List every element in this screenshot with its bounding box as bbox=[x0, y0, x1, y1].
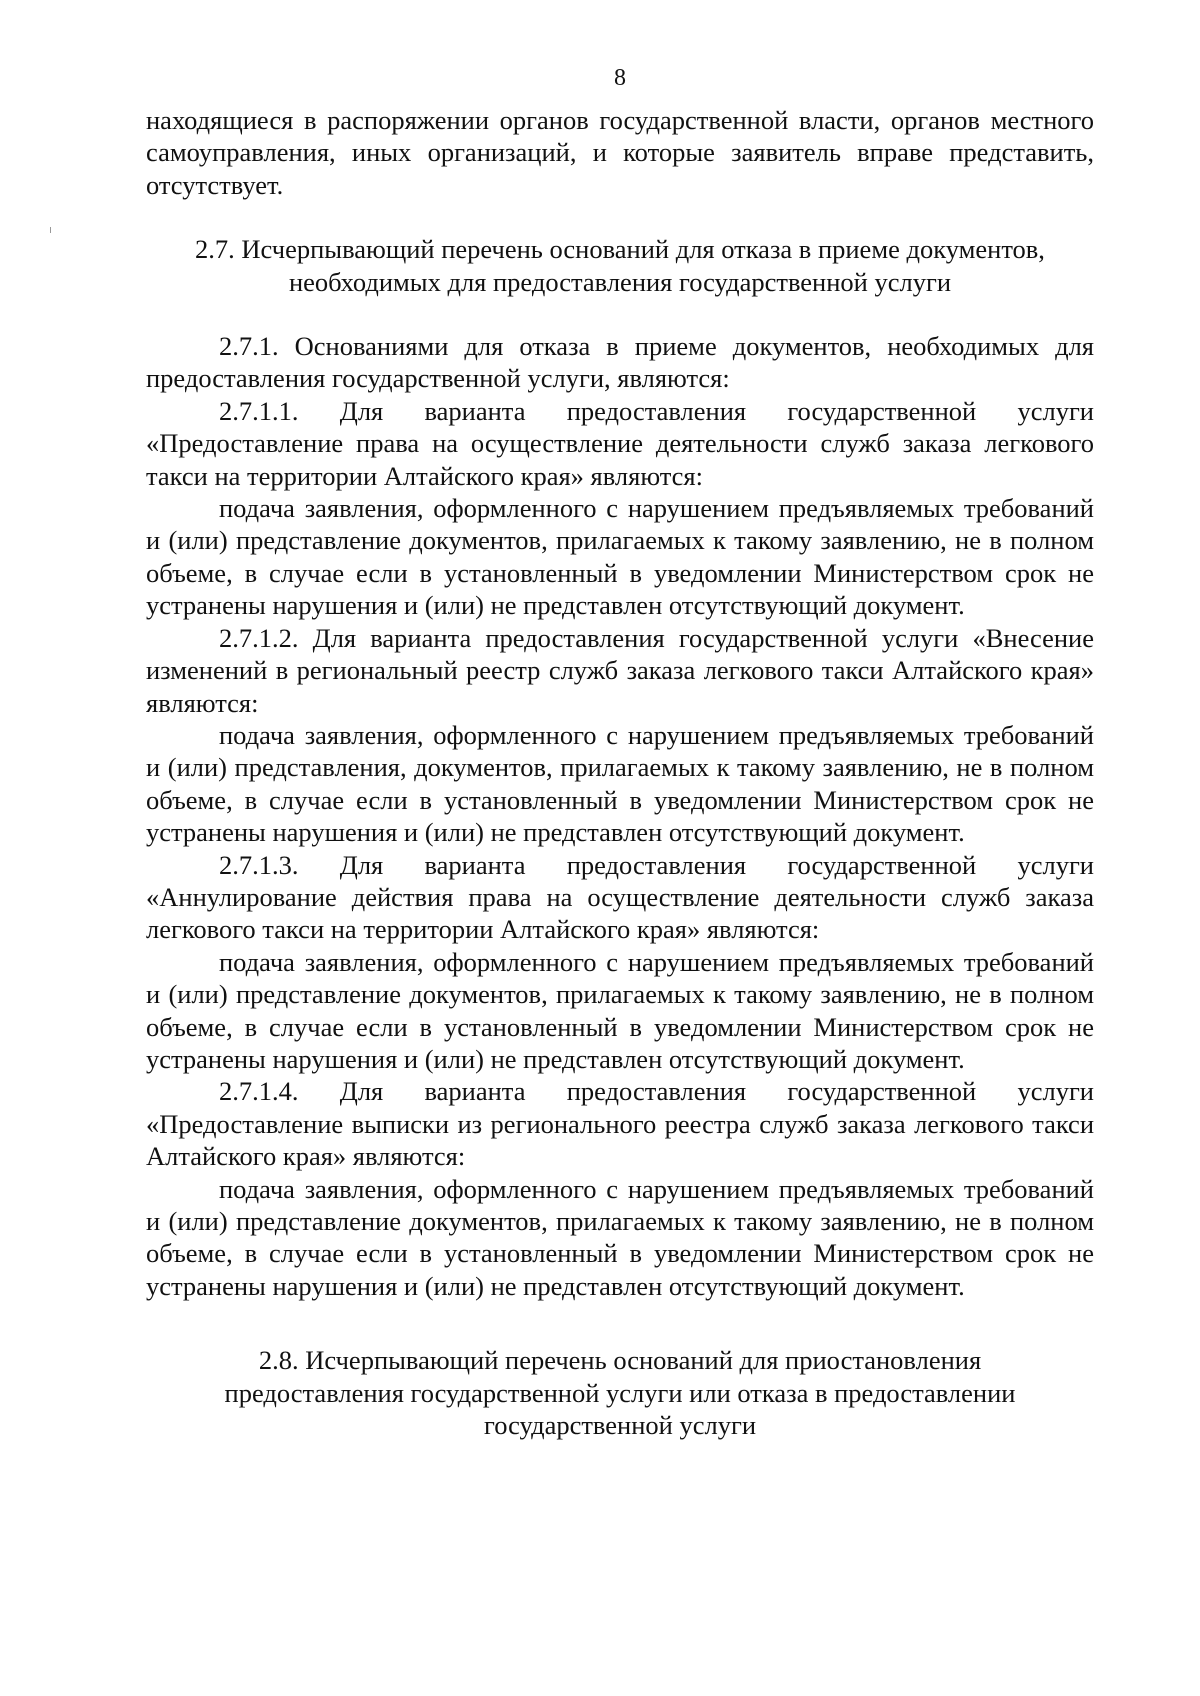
paragraph-2-7-1-4: 2.7.1.4. Для варианта предоставления государственной услуги «Предоставление выписки из регионального реестра служб заказа легкового такси Алтайского края» являются: bbox=[146, 1076, 1094, 1172]
section-2-7-heading-line-1: 2.7. Исчерпывающий перечень оснований для отказа в приеме документов, bbox=[195, 234, 1045, 265]
section-2-7-heading-line-2: необходимых для предоставления государственной услуги bbox=[288, 266, 952, 297]
section-2-8-heading bbox=[190, 1344, 1050, 1441]
paragraph-2-7-1-1: 2.7.1.1. Для варианта предоставления государственной услуги «Предоставление права на осуществление деятельности служб заказа легкового такси на территории Алтайского края» являются: bbox=[146, 395, 1094, 491]
paragraph-2-7-1-3-text: подача заявления, оформленного с нарушением предъявляемых требований и (или) представление документов, прилагаемых к такому заявлению, не в полном объеме, в случае если в установленный в уведомлении Министерством срок не устранены нарушения и (или) не представлен отсутствующий документ. bbox=[146, 946, 1094, 1074]
paragraph-2-7-1-4-text: подача заявления, оформленного с нарушением предъявляемых требований и (или) представление документов, прилагаемых к такому заявлению, не в полном объеме, в случае если в установленный в уведомлении Министерством срок не устранены нарушения и (или) не представлен отсутствующий документ. bbox=[146, 1173, 1094, 1301]
document-page bbox=[146, 58, 1094, 1441]
paragraph-2-7-1: 2.7.1. Основаниями для отказа в приеме документов, необходимых для предоставления государственной услуги, являются: bbox=[146, 331, 1094, 394]
section-2-8-heading-line-2: предоставления государственной услуги или отказа в предоставлении bbox=[224, 1377, 1016, 1408]
intro-paragraph: находящиеся в распоряжении органов государственной власти, органов местного самоуправления, иных организаций, и которые заявитель вправе представить, отсутствует. bbox=[146, 105, 1094, 200]
section-2-8-heading-line-1: 2.8. Исчерпывающий перечень оснований для приостановления bbox=[258, 1345, 982, 1376]
paragraph-2-7-1-2-text: подача заявления, оформленного с нарушением предъявляемых требований и (или) представления, документов, прилагаемых к такому заявлению, не в полном объеме, в случае если в установленный в уведомлении Министерством срок не устранены нарушения и (или) не представлен отсутствующий документ. bbox=[146, 719, 1094, 848]
section-2-7-heading bbox=[155, 233, 1085, 298]
paragraph-2-7-1-1-text: подача заявления, оформленного с нарушением предъявляемых требований и (или) представление документов, прилагаемых к такому заявлению, не в полном объеме, в случае если в установленный в уведомлении Министерством срок не устранены нарушения и (или) не представлен отсутствующий документ. bbox=[146, 493, 1094, 621]
page-number: 8 bbox=[614, 65, 626, 91]
section-2-8-heading-line-3: государственной услуги bbox=[483, 1410, 757, 1441]
scan-artifact bbox=[50, 227, 51, 233]
paragraph-2-7-1-3: 2.7.1.3. Для варианта предоставления государственной услуги «Аннулирование действия права на осуществление деятельности служб заказа легкового такси на территории Алтайского края» являются: bbox=[146, 849, 1094, 945]
paragraph-2-7-1-2: 2.7.1.2. Для варианта предоставления государственной услуги «Внесение изменений в региональный реестр служб заказа легкового такси Алтайского края» являются: bbox=[146, 622, 1094, 718]
